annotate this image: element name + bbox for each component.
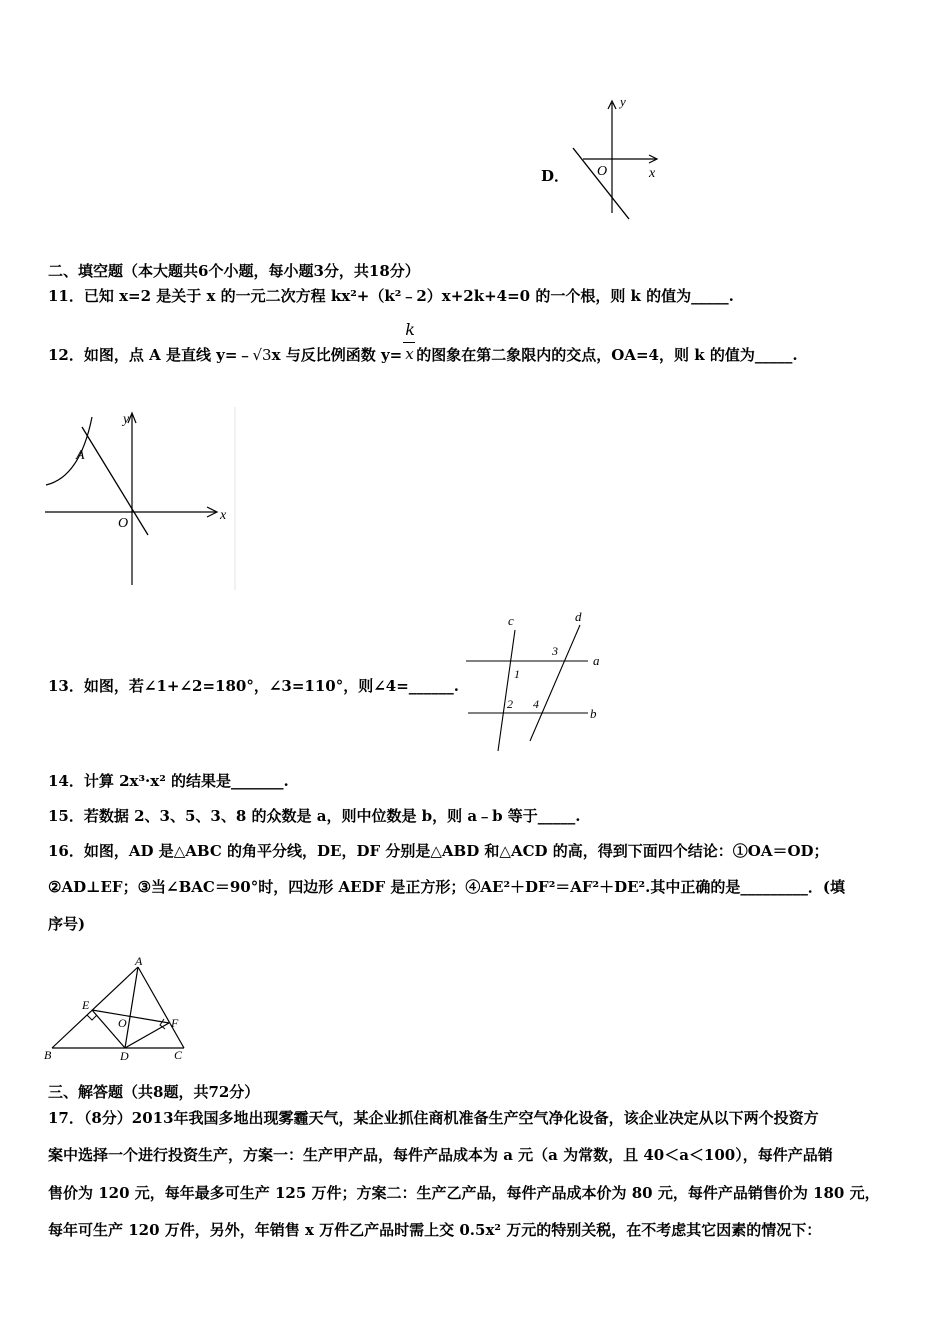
option-d-label: D． [541,167,570,185]
question-17-line3: 售价为 120 元，每年最多可生产 125 万件；方案二：生产乙产品，每件产品成本价为 80 元，每件产品销售价为 180 元， [48,1184,880,1202]
question-17-line2: 案中选择一个进行投资生产，方案一：生产甲产品，每件产品成本为 a 元（a 为常数，且 40＜a＜100），每件产品销 [48,1146,833,1164]
fig12-origin-label: O [118,516,129,531]
fig16-e-label: E [82,998,90,1012]
option-d-x-label: x [649,166,656,181]
q12-fraction [402,320,416,366]
section2-title: 二、填空题（本大题共6个小题，每小题3分，共18分） [48,262,420,280]
section3-title: 三、解答题（共8题，共72分） [48,1083,260,1101]
q12-prefix: 12．如图，点 A 是直线 y=﹣ [48,346,253,364]
q12-frac-num: k [405,320,415,339]
figure-13 [460,605,620,755]
question-16-line2: ②AD⊥EF；③当∠BAC＝90°时，四边形 AEDF 是正方形；④AE²＋DF²＝AF²＋DE².其中正确的是_________．(填 [48,878,845,896]
question-15: 15．若数据 2、3、5、3、8 的众数是 a，则中位数是 b，则 a﹣b 等于_____. [48,807,581,825]
figure-12 [40,405,240,595]
question-16-line1: 16．如图，AD 是△ABC 的角平分线，DE，DF 分别是△ABD 和△ACD 的高，得到下面四个结论：①OA＝OD； [48,842,829,860]
fig16-b-label: B [44,1048,52,1062]
fig16-a-label: A [135,954,143,968]
fig13-angle-4: 4 [533,697,539,711]
fig13-angle-3: 3 [552,644,558,658]
fig16-o-label: O [118,1016,127,1030]
fig13-angle-2: 2 [507,697,513,711]
question-12 [48,320,798,366]
figure-16 [40,955,200,1065]
fig13-b-label: b [590,706,597,721]
question-16-line3: 序号) [48,915,86,933]
fig16-c-label: C [174,1048,183,1062]
option-d-y-label: y [620,94,626,109]
q12-mid: x 与反比例函数 y= [271,346,403,364]
fig13-c-label: c [508,613,514,628]
fig12-x-label: x [220,508,227,523]
fig16-d-label: D [120,1049,129,1063]
question-17-line1: 17．（8分）2013年我国多地出现雾霾天气，某企业抓住商机准备生产空气净化设备，该企业决定从以下两个投资方 [48,1109,819,1127]
q12-frac-den: x [405,345,414,363]
question-13: 13．如图，若∠1+∠2=180°，∠3=110°，则∠4=______. [48,677,460,695]
fig12-y-label: y [123,412,130,427]
question-14: 14．计算 2x³·x² 的结果是_______. [48,772,289,790]
question-17-line4: 每年可生产 120 万件，另外，年销售 x 万件乙产品时需上交 0.5x² 万元的特别关税，在不考虑其它因素的情况下： [48,1221,822,1239]
fig16-f-label: F [171,1016,179,1030]
q12-sqrt: √3 [252,346,272,364]
fig13-angle-1: 1 [514,667,520,681]
option-d-origin-label: O [597,164,608,179]
q12-suffix: 的图象在第二象限内的交点，OA=4，则 k 的值为_____. [416,346,798,364]
fig12-a-label: A [76,448,85,463]
question-11: 11．已知 x=2 是关于 x 的一元二次方程 kx²+（k²﹣2）x+2k+4=0 的一个根，则 k 的值为_____. [48,287,734,305]
fig13-d-label: d [575,609,582,624]
fig13-a-label: a [593,653,600,668]
option-d-graph [565,95,665,225]
